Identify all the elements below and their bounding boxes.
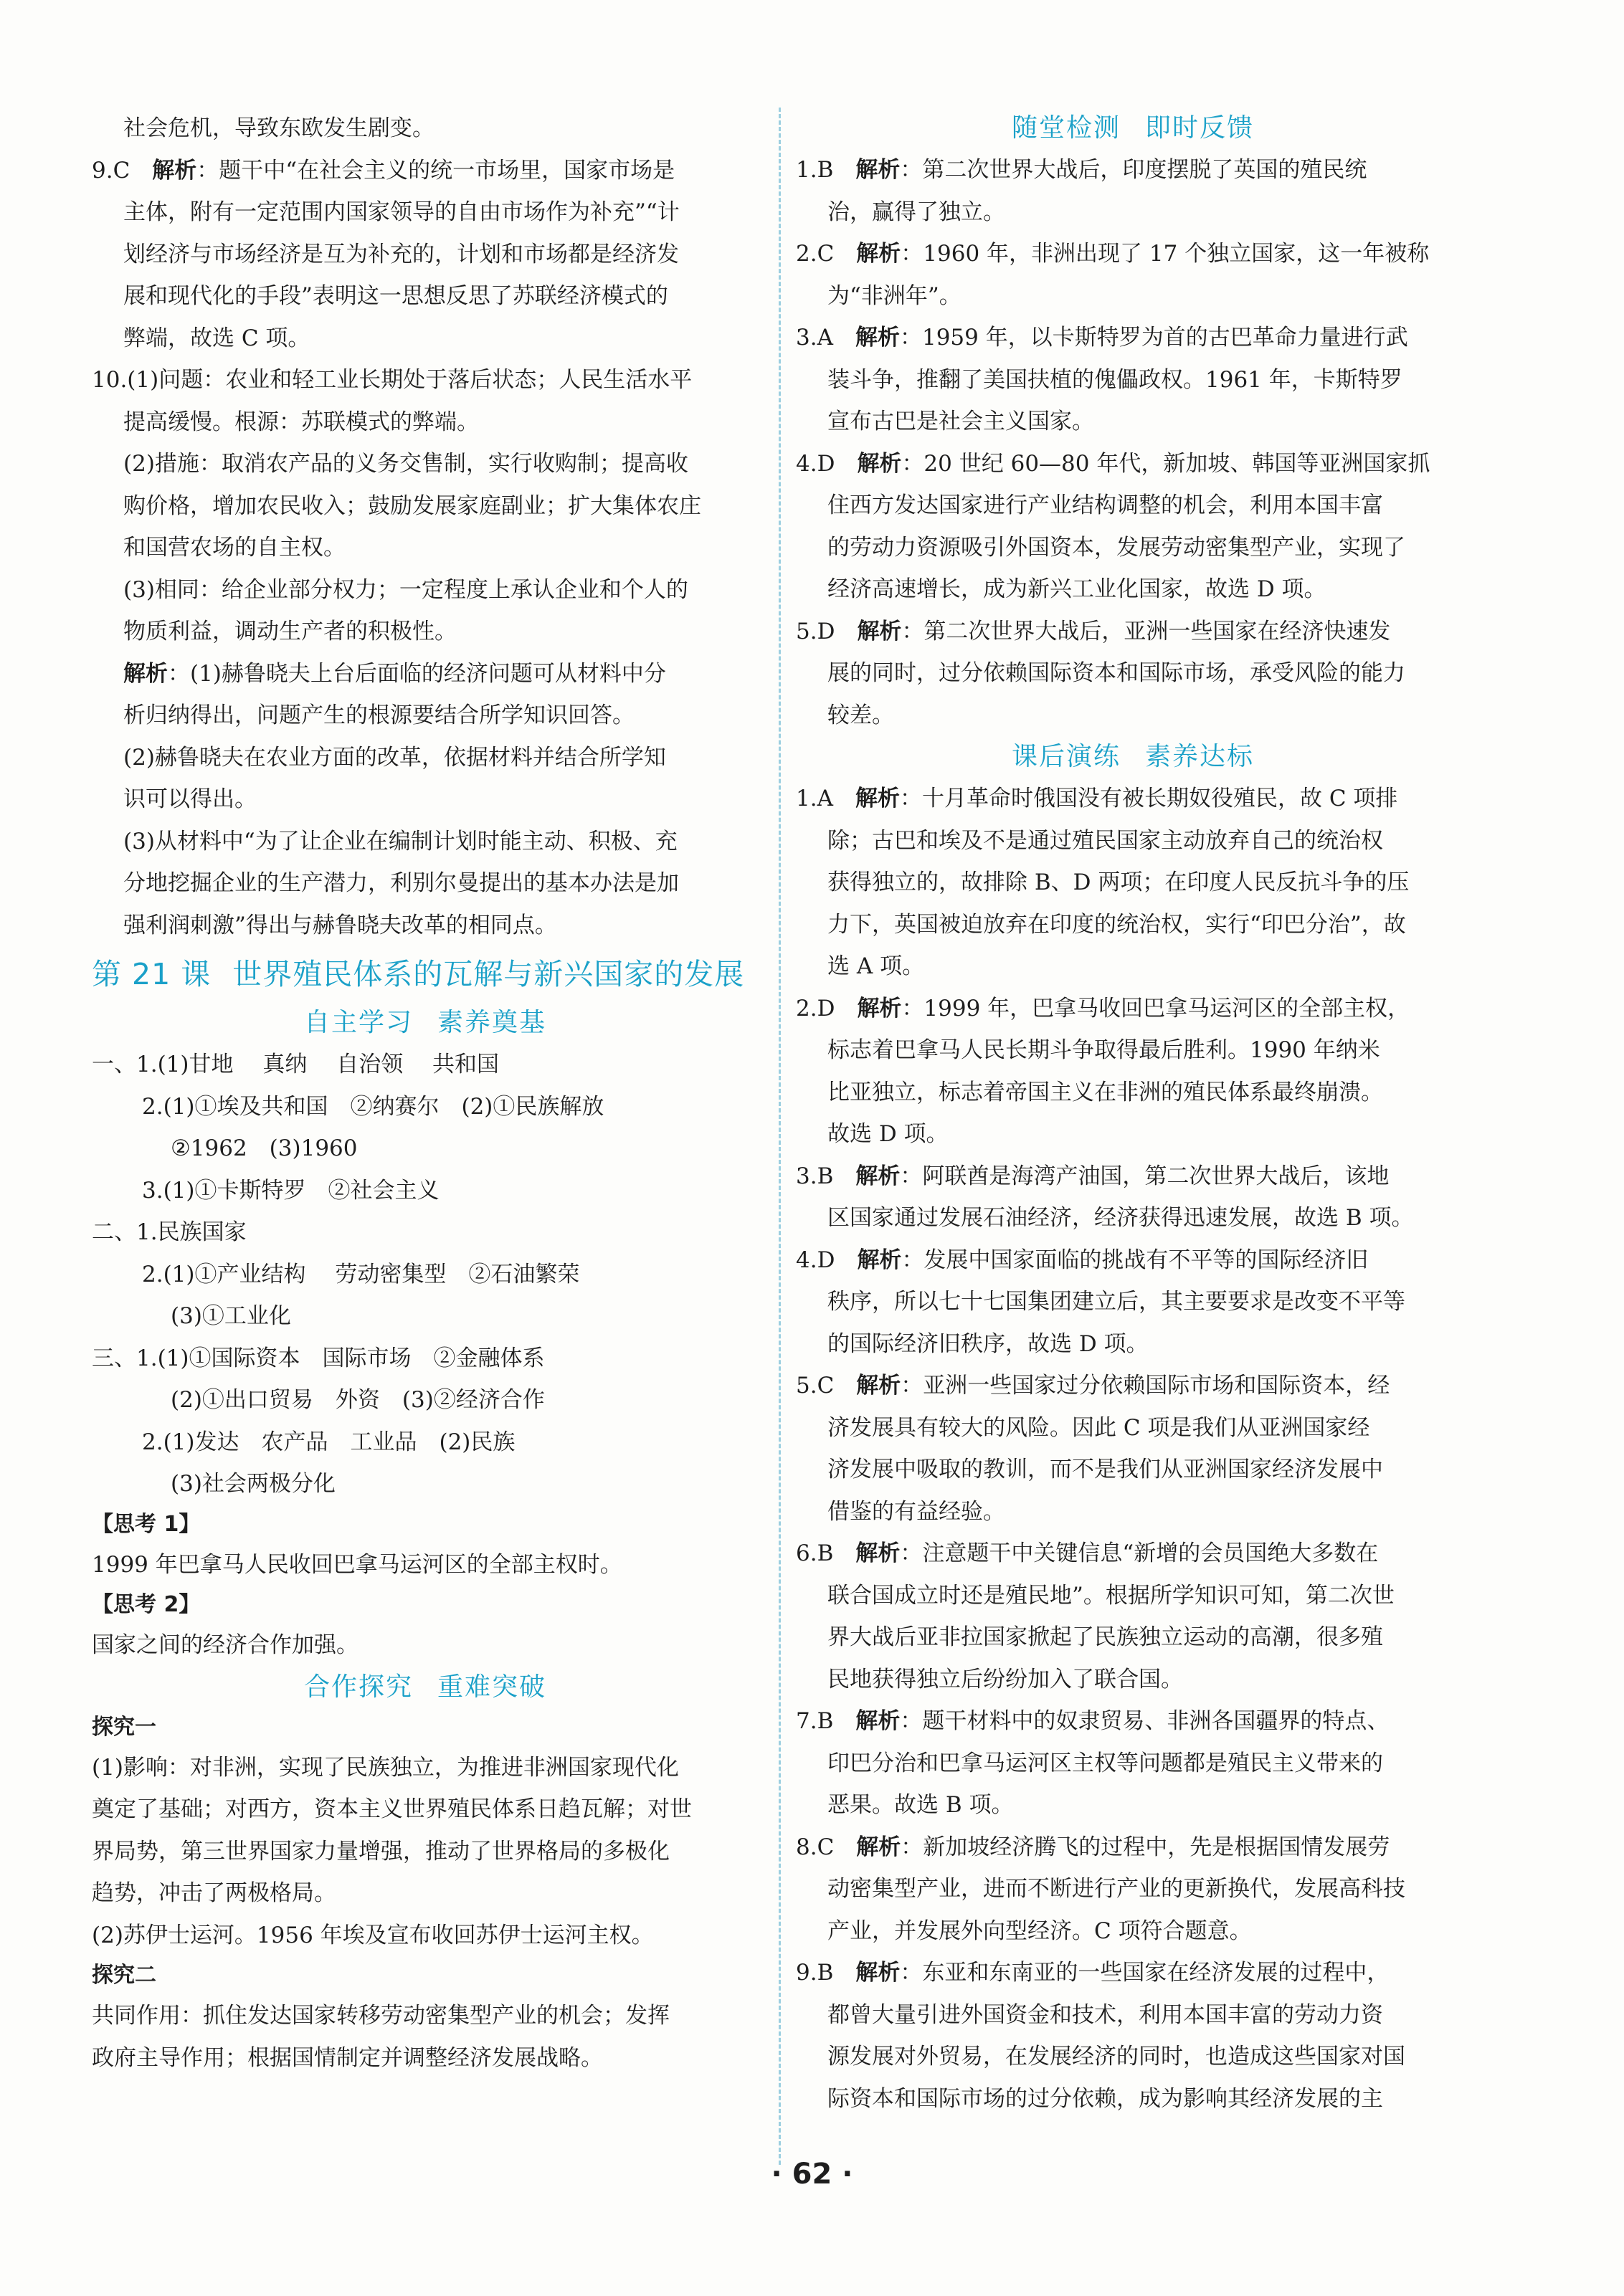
text-line: 析归纳得出，问题产生的根源要结合所学知识回答。 (123, 702, 635, 728)
inquiry-1-label: 探究一 (92, 1714, 156, 1740)
answer-item: 4.D 解析：20 世纪 60—80 年代，新加坡、韩国等亚洲国家抓 住西方发达国家进行产业结构调整的机会，利用本国丰富 的劳动力资源吸引外国资本，发展劳动密集型产业，实现了 经济高速增长，成为新兴工业化国家，故选 D 项。 (796, 450, 1430, 602)
analysis-label: 解析 (855, 1708, 901, 1734)
answer-item: 7.B 解析：题干材料中的奴隶贸易、非洲各国疆界的特点、 印巴分治和巴拿马运河区主权等问题都是殖民主义带来的 恶果。故选 B 项。 (796, 1708, 1390, 1818)
text-line: (1)影响：对非洲，实现了民族独立，为推进非洲国家现代化 (92, 1754, 679, 1781)
analysis-label: 解析 (855, 1540, 901, 1566)
answer-item: 1.B 解析：第二次世界大战后，印度摆脱了英国的殖民统 治，赢得了独立。 (796, 157, 1367, 225)
text-line: 2.(1)发达 农产品 工业品 (2)民族 (142, 1429, 516, 1455)
text-line: ：题干中“在社会主义的统一市场里，国家市场是 (196, 157, 675, 184)
section-heading-class-check: 随堂检测 即时反馈 (1011, 113, 1255, 143)
text-line: 三、1.(1)①国际资本 国际市场 ②金融体系 (92, 1345, 545, 1371)
answer-item: 5.C 解析：亚洲一些国家过分依赖国际市场和国际资本，经 济发展具有较大的风险。因此 C 项是我们从亚洲国家经 济发展中吸取的教训，而不是我们从亚洲国家经济发展中 借鉴的有益经验。 (796, 1373, 1390, 1525)
answer-item: 2.C 解析：1960 年，非洲出现了 17 个独立国家，这一年被称 为“非洲年”。 (796, 241, 1430, 309)
answer-item: 1.A 解析：十月革命时俄国没有被长期奴役殖民，故 C 项排 除；古巴和埃及不是通过殖民国家主动放弃自己的统治权 获得独立的，故排除 B、D 两项；在印度人民反抗斗争的压 力下，英国被迫放弃在印度的统治权，实行“印巴分治”，故 选 A 项。 (796, 786, 1410, 979)
column-divider (779, 108, 781, 2165)
text-line: 一、1.(1)甘地 真纳 自治领 共和国 (92, 1052, 500, 1077)
text-line: ：(1)赫鲁晓夫上台后面临的经济问题可从材料中分 (168, 660, 666, 687)
text-line: 10.(1)问题：农业和轻工业长期处于落后状态；人民生活水平 (92, 367, 693, 393)
text-line: 强利润刺激”得出与赫鲁晓夫改革的相同点。 (123, 912, 557, 938)
text-line: (2)措施：取消农产品的义务交售制，实行收购制；提高收 (123, 451, 688, 477)
analysis-label: 解析 (855, 1163, 901, 1189)
lesson-title (92, 946, 759, 1002)
analysis-label: 解析 (857, 995, 902, 1021)
analysis-label: 解析 (855, 157, 901, 183)
text-line: 奠定了基础；对西方，资本主义世界殖民体系日趋瓦解；对世 (92, 1796, 692, 1822)
text-line: 和国营农场的自主权。 (123, 535, 346, 561)
think-1-label: 【思考 1】 (92, 1511, 201, 1537)
text-line: (2)赫鲁晓夫在农业方面的改革，依据材料并结合所学知 (123, 744, 666, 771)
lesson-name: 世界殖民体系的瓦解与新兴国家的发展 (232, 957, 745, 991)
lesson-number: 第 21 课 (92, 957, 212, 991)
text-line: 识可以得出。 (123, 786, 257, 812)
text-line: 主体，附有一定范围内国家领导的自由市场作为补充”“计 (123, 199, 680, 225)
question-number: 9.C (92, 157, 130, 184)
text-line: 提高缓慢。根源：苏联模式的弊端。 (123, 409, 479, 435)
text-line: 共同作用：抓住发达国家转移劳动密集型产业的机会；发挥 (92, 2003, 670, 2029)
text-line: 3.(1)①卡斯特罗 ②社会主义 (142, 1177, 440, 1204)
analysis-label: 解析 (856, 1834, 901, 1860)
text-line: (2)苏伊士运河。1956 年埃及宣布收回苏伊士运河主权。 (92, 1922, 654, 1948)
answer-9 (92, 150, 759, 360)
answer-item: 8.C 解析：新加坡经济腾飞的过程中，先是根据国情发展劳 动密集型产业，进而不断进行产业的更新换代，发展高科技 产业，并发展外向型经济。C 项符合题意。 (796, 1834, 1405, 1944)
analysis-label: 解析 (856, 1373, 901, 1399)
text-line: (3)社会两极分化 (171, 1471, 336, 1497)
analysis-label: 解析 (857, 1247, 902, 1273)
text-line: (2)①出口贸易 外资 (3)②经济合作 (171, 1387, 545, 1413)
answer-item: 6.B 解析：注意题干中关键信息“新增的会员国绝大多数在 联合国成立时还是殖民地”。根据所学知识可知，第二次世 界大战后亚非拉国家掀起了民族独立运动的高潮，很多殖 民地获得独立后纷纷加入了联合国。 (796, 1540, 1395, 1692)
analysis-label: 解析 (856, 241, 901, 267)
inquiry-2-label: 探究二 (92, 1963, 156, 1988)
analysis-label: 解析 (855, 325, 900, 351)
text-line: 划经济与市场经济是互为补充的，计划和市场都是经济发 (123, 241, 679, 267)
think-2-label: 【思考 2】 (92, 1592, 201, 1617)
text-line: 趋势，冲击了两极格局。 (92, 1880, 336, 1906)
analysis-label: 解析 (857, 450, 902, 477)
section-heading-inquiry: 合作探究 重难突破 (303, 1672, 547, 1702)
analysis-label: 解析 (855, 1960, 901, 1986)
think-1-answer: 1999 年巴拿马人民收回巴拿马运河区的全部主权时。 (92, 1551, 622, 1578)
text-line: 分地挖掘企业的生产潜力，利别尔曼提出的基本办法是加 (123, 870, 679, 896)
text-line: 政府主导作用；根据国情制定并调整经济发展战略。 (92, 2044, 603, 2071)
text-line: (3)从材料中“为了让企业在编制计划时能主动、积极、充 (123, 828, 678, 854)
text-line: 社会危机，导致东欧发生剧变。 (123, 115, 435, 141)
analysis-label: 解析 (123, 660, 168, 687)
text-line: 二、1.民族国家 (92, 1219, 247, 1245)
analysis-label: 解析 (855, 786, 900, 811)
page-number: · 62 · (771, 2158, 853, 2191)
answer-item: 2.D 解析：1999 年，巴拿马收回巴拿马运河区的全部主权， 标志着巴拿马人民长期斗争取得最后胜利。1990 年纳米 比亚独立，标志着帝国主义在非洲的殖民体系最终崩溃。 故选 D 项。 (796, 995, 1410, 1147)
text-line: 购价格，增加农民收入；鼓励发展家庭副业；扩大集体农庄 (123, 492, 701, 519)
answer-item: 3.B 解析：阿联酋是海湾产油国，第二次世界大战后，该地 区国家通过发展石油经济，经济获得迅速发展，故选 B 项。 (796, 1163, 1414, 1231)
section-heading-after-class: 课后演练 素养达标 (1011, 742, 1255, 771)
text-line: ②1962 (3)1960 (171, 1135, 358, 1161)
self-study-answers (92, 1044, 759, 1505)
analysis-label: 解析 (857, 618, 902, 644)
text-line: (3)①工业化 (171, 1303, 291, 1329)
right-column (796, 108, 1470, 2120)
answer-item: 3.A 解析：1959 年，以卡斯特罗为首的古巴革命力量进行武 装斗争，推翻了美国扶植的傀儡政权。1961 年，卡斯特罗 宣布古巴是社会主义国家。 (796, 325, 1408, 434)
answer-item: 5.D 解析：第二次世界大战后，亚洲一些国家在经济快速发 展的同时，过分依赖国际资本和国际市场，承受风险的能力 较差。 (796, 618, 1405, 728)
answer-10 (92, 359, 759, 946)
left-column (92, 108, 759, 2079)
answer-item: 4.D 解析：发展中国家面临的挑战有不平等的国际经济旧 秩序，所以七十七国集团建立后，其主要要求是改变不平等 的国际经济旧秩序，故选 D 项。 (796, 1247, 1405, 1357)
text-line: 物质利益，调动生产者的积极性。 (123, 619, 457, 644)
text-line: 展和现代化的手段”表明这一思想反思了苏联经济模式的 (123, 283, 668, 309)
text-line: 2.(1)①埃及共和国 ②纳赛尔 (2)①民族解放 (142, 1093, 604, 1120)
text-line: 2.(1)①产业结构 劳动密集型 ②石油繁荣 (142, 1261, 580, 1287)
text-line: 界局势，第三世界国家力量增强，推动了世界格局的多极化 (92, 1838, 670, 1864)
think-2-answer: 国家之间的经济合作加强。 (92, 1632, 358, 1658)
text-line: (3)相同：给企业部分权力；一定程度上承认企业和个人的 (123, 576, 688, 603)
answer-item: 9.B 解析：东亚和东南亚的一些国家在经济发展的过程中， 都曾大量引进外国资金和技术，利用本国丰富的劳动力资 源发展对外贸易，在发展经济的同时，也造成这些国家对国 际资本和国际市场的过分依赖，成为影响其经济发展的主 (796, 1960, 1405, 2112)
section-heading-self-study: 自主学习 素养奠基 (303, 1008, 547, 1037)
analysis-label: 解析 (152, 157, 197, 184)
text-line: 弊端，故选 C 项。 (123, 325, 310, 351)
